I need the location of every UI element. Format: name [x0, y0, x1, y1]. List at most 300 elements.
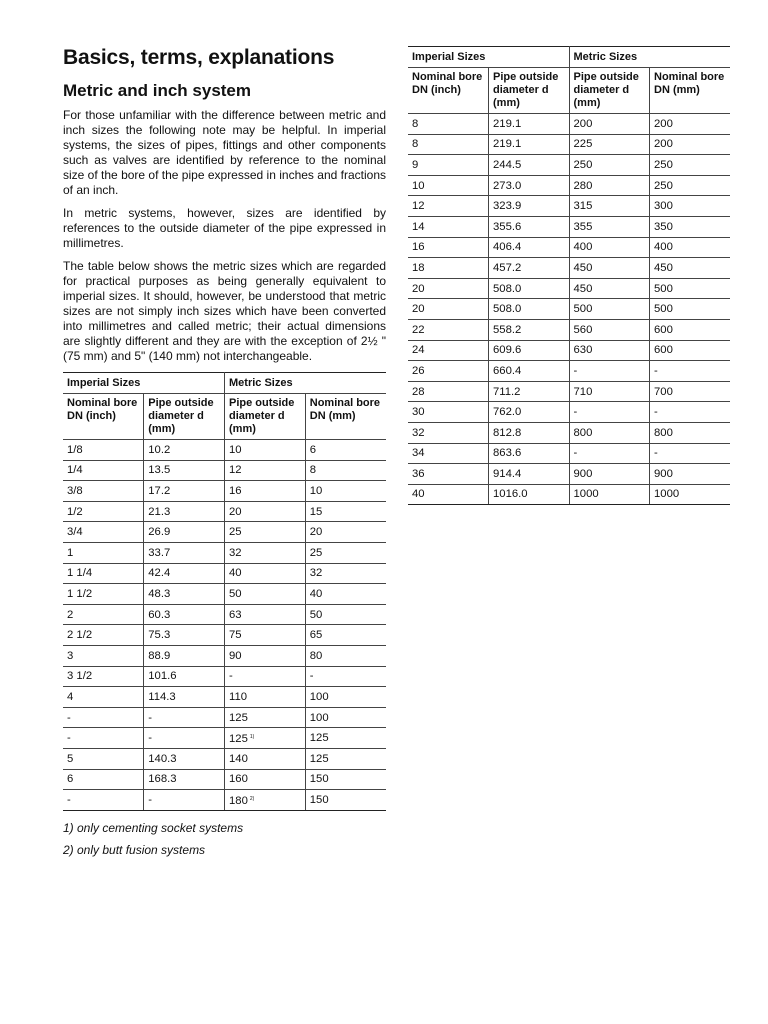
table-row	[63, 604, 386, 625]
cell-value: 18	[412, 261, 425, 274]
cell-value: 15	[309, 505, 323, 518]
table-column-header	[408, 68, 730, 114]
table-cell	[650, 443, 731, 464]
cell-value: 762.0	[493, 406, 522, 419]
cell-value: 355	[573, 220, 593, 233]
table-cell	[569, 319, 650, 340]
table-cell	[489, 464, 570, 485]
cell-value: 406.4	[493, 241, 522, 254]
table-cell	[408, 464, 489, 485]
table-row	[63, 481, 386, 502]
table-cell	[144, 707, 225, 728]
cell-value: 1/4	[67, 464, 83, 477]
cell-value: 20	[229, 505, 242, 518]
footnotes	[63, 821, 386, 858]
table-row	[408, 402, 730, 423]
cell-value: 219.1	[493, 117, 522, 130]
table-row	[63, 769, 386, 790]
table-cell	[569, 114, 650, 135]
cell-value: 350	[654, 220, 673, 233]
table-cell	[650, 196, 731, 217]
cell-value: 3 1/2	[67, 670, 93, 683]
table-cell	[144, 728, 225, 749]
table-cell	[63, 790, 144, 811]
cell-value: 500	[654, 303, 673, 316]
table-cell	[650, 340, 731, 361]
table-cell	[569, 464, 650, 485]
table-cell	[144, 481, 225, 502]
cell-value: 16	[229, 484, 242, 497]
table-row	[408, 464, 730, 485]
cell-value: 16	[412, 241, 425, 254]
cell-value: -	[309, 670, 314, 683]
table-cell	[63, 687, 144, 708]
table-cell	[305, 645, 386, 666]
section-title: Metric and inch system	[63, 81, 252, 100]
table-cell	[305, 440, 386, 461]
cell-value: 21.3	[148, 505, 171, 518]
cell-value: 1000	[573, 488, 599, 501]
table-cell	[650, 319, 731, 340]
cell-value: 8	[412, 117, 419, 130]
table-cell	[305, 481, 386, 502]
metric-sizes-header: Metric Sizes	[225, 373, 387, 394]
cell-value: -	[148, 732, 153, 745]
cell-value: -	[148, 793, 153, 806]
footnote-2: 2) only butt fusion systems	[63, 842, 206, 857]
table-row	[408, 175, 730, 196]
table-cell	[650, 216, 731, 237]
cell-value: -	[229, 670, 233, 683]
table-cell	[569, 216, 650, 237]
table-row	[63, 728, 386, 749]
table-cell	[144, 666, 225, 687]
table-cell	[489, 258, 570, 279]
table-cell	[489, 237, 570, 258]
cell-value: 800	[573, 426, 593, 439]
cell-value: 200	[573, 117, 593, 130]
table-cell	[489, 402, 570, 423]
cell-value: 244.5	[493, 158, 522, 171]
cell-value: 315	[573, 200, 593, 213]
table-cell	[225, 563, 306, 584]
cell-value: 33.7	[148, 546, 171, 559]
cell-value: 355.6	[493, 220, 522, 233]
page-title: Basics, terms, explanations	[63, 46, 335, 69]
cell-value: 558.2	[493, 323, 522, 336]
table-cell	[305, 625, 386, 646]
table-cell	[225, 645, 306, 666]
cell-value: 28	[412, 385, 425, 398]
cell-value: 280	[573, 179, 593, 192]
cell-value: 812.8	[493, 426, 522, 439]
table-cell	[650, 258, 731, 279]
cell-value: 508.0	[493, 303, 522, 316]
table-cell	[63, 625, 144, 646]
table-cell	[305, 728, 386, 749]
table-cell	[63, 522, 144, 543]
table-cell	[63, 728, 144, 749]
table-cell	[408, 402, 489, 423]
footnote-1: 1) only cementing socket systems	[63, 820, 244, 835]
cell-value: 50	[309, 608, 323, 621]
table-row	[63, 687, 386, 708]
cell-value: 12	[229, 464, 242, 477]
table-cell	[650, 402, 731, 423]
table-row	[63, 522, 386, 543]
table-cell	[144, 440, 225, 461]
table-cell	[144, 625, 225, 646]
table-row	[408, 340, 730, 361]
table-cell	[489, 443, 570, 464]
table-cell	[144, 645, 225, 666]
table-cell	[225, 625, 306, 646]
cell-value: 10	[229, 443, 242, 456]
cell-value: 8	[412, 138, 419, 151]
table-cell	[569, 175, 650, 196]
table-cell	[650, 155, 731, 176]
table-cell	[225, 707, 306, 728]
cell-value: 140	[229, 752, 248, 765]
table-row	[63, 645, 386, 666]
cell-value: 8	[309, 464, 317, 477]
table-cell	[489, 299, 570, 320]
cell-value: 88.9	[148, 649, 171, 662]
cell-value: 65	[309, 629, 323, 642]
imperial-sizes-header: Imperial Sizes	[63, 373, 225, 394]
cell-value: 800	[654, 426, 673, 439]
table-cell	[408, 114, 489, 135]
table-cell	[408, 175, 489, 196]
table-cell	[305, 584, 386, 605]
column-header-outside-diameter-metric: Pipe outside diameter d (mm)	[569, 68, 650, 114]
cell-value: 560	[573, 323, 593, 336]
table-cell	[408, 443, 489, 464]
table-cell	[225, 481, 306, 502]
cell-value: 25	[229, 526, 242, 539]
table-cell	[144, 522, 225, 543]
table-cell	[650, 484, 731, 505]
table-cell	[650, 464, 731, 485]
table-cell	[305, 707, 386, 728]
table-cell	[650, 381, 731, 402]
cell-value: 660.4	[493, 364, 522, 377]
cell-value: 50	[229, 587, 242, 600]
table-cell	[225, 460, 306, 481]
table-cell	[650, 422, 731, 443]
table-cell	[569, 155, 650, 176]
table-cell	[569, 134, 650, 155]
cell-value: 63	[229, 608, 242, 621]
table-cell	[225, 440, 306, 461]
cell-value: 300	[654, 200, 673, 213]
table-cell	[225, 790, 306, 811]
table-cell	[408, 484, 489, 505]
cell-value: 40	[412, 488, 425, 501]
table-cell	[489, 175, 570, 196]
cell-value: 3/8	[67, 484, 83, 497]
table-cell	[569, 443, 650, 464]
table-cell	[408, 155, 489, 176]
table-cell	[225, 584, 306, 605]
cell-value: 34	[412, 447, 425, 460]
cell-value: -	[654, 447, 658, 460]
cell-value: 60.3	[148, 608, 171, 621]
cell-value: 9	[412, 158, 419, 171]
table-row	[63, 460, 386, 481]
table-row	[408, 155, 730, 176]
table-row	[408, 422, 730, 443]
cell-value: 100	[309, 690, 329, 703]
cell-value: 914.4	[493, 467, 522, 480]
table-cell	[144, 584, 225, 605]
table-row	[63, 748, 386, 769]
table-cell	[225, 666, 306, 687]
table-cell	[489, 278, 570, 299]
column-header-nominal-bore-inch: Nominal bore DN (inch)	[408, 68, 489, 114]
cell-value: 1/8	[67, 443, 83, 456]
cell-value: 125	[309, 732, 329, 745]
cell-value: 30	[412, 406, 425, 419]
footnote-mark: 1)	[249, 734, 255, 741]
table-row	[63, 542, 386, 563]
cell-value: 20	[412, 303, 425, 316]
cell-value: 14	[412, 220, 425, 233]
table-cell	[63, 666, 144, 687]
cell-value: 36	[412, 467, 425, 480]
cell-value: -	[573, 406, 578, 419]
table-cell	[408, 278, 489, 299]
table-cell	[225, 769, 306, 790]
table-cell	[63, 584, 144, 605]
table-cell	[489, 340, 570, 361]
metric-paragraph: In metric systems, however, sizes are identified by references to the outside diameter of the pipe expressed in millimetres.	[63, 206, 386, 250]
cell-value: 900	[573, 467, 593, 480]
cell-value: 20	[309, 526, 323, 539]
table-row	[408, 484, 730, 505]
cell-value: 10	[309, 484, 323, 497]
table-row	[408, 134, 730, 155]
cell-value: 710	[573, 385, 593, 398]
table-cell	[569, 422, 650, 443]
table-row	[408, 443, 730, 464]
cell-value: 40	[229, 567, 242, 580]
cell-value: 3	[67, 649, 74, 662]
cell-value: 168.3	[148, 773, 177, 786]
table-row	[63, 440, 386, 461]
table-cell	[225, 604, 306, 625]
table-cell	[63, 604, 144, 625]
table-cell	[63, 542, 144, 563]
cell-value: 125	[229, 733, 248, 746]
right-column	[408, 46, 730, 505]
intro-paragraph: For those unfamiliar with the difference between metric and inch sizes the following note may be helpful. In imperial systems, the sizes of pipes, fittings and other components such as valves are identified by reference to the nominal size of the bore of the pipe expressed in inches and fractions of an inch.	[63, 108, 386, 197]
table-cell	[305, 769, 386, 790]
table-cell	[305, 748, 386, 769]
cell-value: 32	[229, 546, 242, 559]
cell-value: 1000	[654, 488, 680, 501]
table-cell	[569, 258, 650, 279]
table-cell	[63, 460, 144, 481]
table-cell	[305, 501, 386, 522]
metric-sizes-header: Metric Sizes	[569, 47, 730, 68]
cell-value: 900	[654, 467, 673, 480]
table-cell	[569, 402, 650, 423]
table-body-small	[63, 440, 386, 811]
column-header-outside-diameter-metric: Pipe outside diameter d (mm)	[225, 394, 306, 440]
cell-value: 225	[573, 138, 593, 151]
cell-value: 80	[309, 649, 323, 662]
left-column	[63, 44, 386, 858]
cell-value: 32	[412, 426, 425, 439]
table-cell	[408, 361, 489, 382]
table-row	[63, 625, 386, 646]
table-column-header	[63, 394, 386, 440]
table-row	[408, 299, 730, 320]
cell-value: -	[67, 793, 71, 806]
table-cell	[489, 155, 570, 176]
table-cell	[408, 237, 489, 258]
cell-value: 4	[67, 690, 74, 703]
imperial-sizes-header: Imperial Sizes	[408, 47, 569, 68]
cell-value: 26	[412, 364, 425, 377]
table-cell	[408, 196, 489, 217]
table-cell	[650, 299, 731, 320]
table-group-header	[63, 373, 386, 394]
column-header-nominal-bore-mm: Nominal bore DN (mm)	[650, 68, 731, 114]
table-cell	[569, 381, 650, 402]
table-row	[63, 563, 386, 584]
cell-value: 100	[309, 711, 329, 724]
table-cell	[225, 501, 306, 522]
cell-value: 1	[67, 546, 74, 559]
cell-value: 1 1/4	[67, 567, 93, 580]
table-row	[408, 361, 730, 382]
table-cell	[408, 422, 489, 443]
table-row	[408, 319, 730, 340]
cell-value: 32	[309, 567, 323, 580]
table-cell	[305, 604, 386, 625]
table-cell	[408, 299, 489, 320]
table-cell	[650, 175, 731, 196]
cell-value: 200	[654, 117, 673, 130]
table-row	[63, 707, 386, 728]
cell-value: 863.6	[493, 447, 522, 460]
column-header-outside-diameter-imperial: Pipe outside diameter d (mm)	[144, 394, 225, 440]
cell-value: 24	[412, 344, 425, 357]
table-cell	[63, 645, 144, 666]
footnote-mark: 2)	[249, 795, 255, 802]
cell-value: 630	[573, 344, 593, 357]
cell-value: 508.0	[493, 282, 522, 295]
cell-value: 160	[229, 773, 248, 786]
cell-value: 125	[309, 752, 329, 765]
cell-value: 5	[67, 752, 74, 765]
cell-value: 450	[654, 261, 673, 274]
cell-value: 711.2	[493, 385, 521, 398]
table-row	[63, 584, 386, 605]
table-row	[408, 258, 730, 279]
table-cell	[650, 134, 731, 155]
table-cell	[569, 196, 650, 217]
cell-value: 1016.0	[493, 488, 528, 501]
table-row	[63, 666, 386, 687]
table-cell	[489, 319, 570, 340]
table-cell	[305, 542, 386, 563]
cell-value: 273.0	[493, 179, 522, 192]
cell-value: 323.9	[493, 200, 522, 213]
cell-value: 125	[229, 711, 248, 724]
cell-value: 75	[229, 629, 242, 642]
cell-value: 20	[412, 282, 425, 295]
cell-value: 150	[309, 773, 329, 786]
table-cell	[569, 237, 650, 258]
table-row	[63, 790, 386, 811]
table-cell	[144, 748, 225, 769]
cell-value: 250	[654, 158, 673, 171]
table-cell	[63, 707, 144, 728]
cell-value: 2	[67, 608, 74, 621]
cell-value: 609.6	[493, 344, 522, 357]
table-cell	[489, 381, 570, 402]
cell-value: 250	[654, 179, 673, 192]
table-cell	[63, 501, 144, 522]
table-cell	[63, 769, 144, 790]
cell-value: 600	[654, 344, 673, 357]
table-cell	[408, 319, 489, 340]
table-cell	[63, 481, 144, 502]
table-cell	[408, 381, 489, 402]
table-cell	[225, 748, 306, 769]
cell-value: 6	[309, 443, 317, 456]
table-cell	[144, 604, 225, 625]
table-row	[408, 196, 730, 217]
column-header-nominal-bore-inch: Nominal bore DN (inch)	[63, 394, 144, 440]
cell-value: -	[573, 364, 578, 377]
table-cell	[569, 484, 650, 505]
table-group-header	[408, 47, 730, 68]
table-row	[408, 381, 730, 402]
table-cell	[63, 748, 144, 769]
cell-value: -	[573, 447, 578, 460]
table-cell	[650, 361, 731, 382]
cell-value: 400	[654, 241, 673, 254]
cell-value: 450	[573, 282, 593, 295]
cell-value: 600	[654, 323, 673, 336]
cell-value: 6	[67, 773, 74, 786]
cell-value: 110	[229, 690, 248, 703]
table-cell	[650, 237, 731, 258]
cell-value: 700	[654, 385, 673, 398]
table-cell	[305, 666, 386, 687]
table-cell	[305, 522, 386, 543]
table-row	[63, 501, 386, 522]
table-cell	[63, 440, 144, 461]
cell-value: 500	[573, 303, 593, 316]
table-cell	[225, 522, 306, 543]
table-cell	[408, 340, 489, 361]
cell-value: 500	[654, 282, 673, 295]
table-cell	[144, 563, 225, 584]
cell-value: 42.4	[148, 567, 171, 580]
column-header-nominal-bore-mm: Nominal bore DN (mm)	[305, 394, 386, 440]
cell-value: 22	[412, 323, 425, 336]
cell-value: 90	[229, 649, 242, 662]
cell-value: 3/4	[67, 526, 83, 539]
table-cell	[144, 501, 225, 522]
table-body-large	[408, 114, 730, 505]
table-cell	[225, 542, 306, 563]
